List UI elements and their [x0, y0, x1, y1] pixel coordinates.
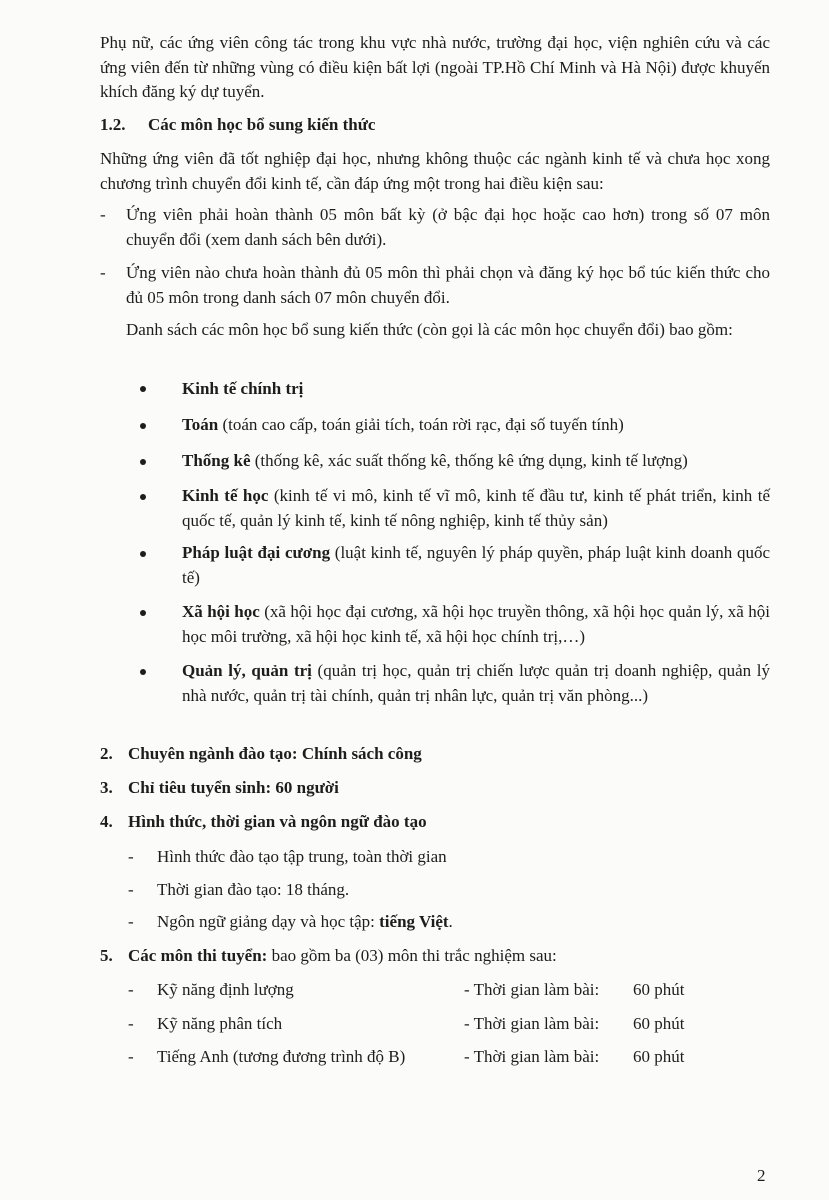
section-title: Các môn học bổ sung kiến thức — [148, 115, 376, 134]
training-format-item: Hình thức đào tạo tập trung, toàn thời gian — [157, 847, 447, 866]
subject-item — [182, 600, 770, 649]
subject-item — [182, 449, 770, 474]
section-2-heading — [100, 742, 422, 766]
bullet-dot — [140, 551, 146, 557]
language-label: Ngôn ngữ giảng dạy và học tập: — [157, 912, 380, 931]
subject-detail: (quản trị học, quản trị chiến lược quản trị doanh nghiệp, quản lý nhà nước, quản trị tài chính, quản trị nhân lực, quản trị văn phòng...) — [182, 661, 770, 705]
exam-time-label: - Thời gian làm bài: — [464, 980, 600, 999]
subject-detail: (luật kinh tế, nguyên lý pháp quyền, pháp luật kinh doanh quốc tế) — [182, 543, 770, 587]
bullet-dot — [140, 386, 146, 392]
bullet-dot — [140, 494, 146, 500]
section-title: Các môn thi tuyển: — [128, 946, 268, 965]
section-1-2-heading — [100, 113, 375, 137]
training-language-item — [157, 910, 453, 934]
subject-name: Pháp luật đại cương — [182, 543, 331, 562]
exam-subject: Tiếng Anh (tương đương trình độ B) — [157, 1047, 406, 1066]
subject-name: Kinh tế chính trị — [182, 379, 304, 398]
section-title: Hình thức, thời gian và ngôn ngữ đào tạo — [128, 812, 427, 831]
exam-time-value: 60 phút — [633, 1047, 685, 1066]
bullet-dot — [140, 423, 146, 429]
subject-name: Xã hội học — [182, 602, 260, 621]
section-number: 2. — [100, 744, 113, 763]
bullet-dot — [140, 610, 146, 616]
section-number: 3. — [100, 778, 113, 797]
exam-time-value: 60 phút — [633, 980, 685, 999]
language-period: . — [448, 912, 453, 931]
subject-item — [182, 377, 770, 402]
subject-detail: (thống kê, xác suất thống kê, thống kê ứng dụng, kinh tế lượng) — [250, 451, 688, 470]
dash-bullet: - — [128, 847, 134, 866]
condition-item: Ứng viên nào chưa hoàn thành đủ 05 môn thì phải chọn và đăng ký học bổ túc kiến thức cho đủ 05 môn trong danh sách 07 môn chuyển đổi. — [126, 263, 770, 307]
bullet-dot — [140, 459, 146, 465]
subject-detail: (kinh tế vi mô, kinh tế vĩ mô, kinh tế đầu tư, kinh tế phát triển, kinh tế quốc tế, quản lý kinh tế, kinh tế nông nghiệp, kinh tế thủy sản) — [182, 486, 771, 530]
subject-item — [182, 541, 770, 590]
dash-bullet: - — [128, 1014, 134, 1033]
dash-bullet: - — [128, 980, 134, 999]
condition-item: Ứng viên phải hoàn thành 05 môn bất kỳ (ở bậc đại học hoặc cao hơn) trong số 07 môn chuyển đổi (xem danh sách bên dưới). — [126, 205, 770, 249]
intro-paragraph: Phụ nữ, các ứng viên công tác trong khu vực nhà nước, trường đại học, viện nghiên cứu và các ứng viên đến từ những vùng có điều kiện bất lợi (ngoài TP.Hồ Chí Minh và Hà Nội) được khuyến khích đăng ký dự tuyển. — [100, 33, 770, 101]
section-4-heading — [100, 810, 427, 834]
section-3-heading — [100, 776, 339, 800]
dash-bullet: - — [100, 263, 106, 282]
exam-subject: Kỹ năng phân tích — [157, 1014, 283, 1033]
section-title: Chỉ tiêu tuyển sinh: 60 người — [128, 778, 339, 797]
section-title-rest: bao gồm ba (03) môn thi trắc nghiệm sau: — [267, 946, 557, 965]
section-number: 4. — [100, 812, 113, 831]
section-1-2-paragraph: Những ứng viên đã tốt nghiệp đại học, nhưng không thuộc các ngành kinh tế và chưa học xong chương trình chuyển đổi kinh tế, cần đáp ứng một trong hai điều kiện sau: — [100, 149, 770, 193]
exam-time-label: - Thời gian làm bài: — [464, 1047, 600, 1066]
subject-item — [182, 484, 770, 533]
subject-name: Toán — [182, 415, 219, 434]
dash-bullet: - — [100, 205, 106, 224]
subject-detail: (xã hội học đại cương, xã hội học truyền thông, xã hội học quản lý, xã hội học môi trường, xã hội học kinh tế, xã hội học chính trị,…) — [182, 602, 770, 646]
section-number: 5. — [100, 946, 113, 965]
training-duration-item: Thời gian đào tạo: 18 tháng. — [157, 880, 350, 899]
subject-list-intro: Danh sách các môn học bổ sung kiến thức (còn gọi là các môn học chuyển đổi) bao gồm: — [126, 320, 733, 339]
subject-item — [182, 413, 770, 438]
dash-bullet: - — [128, 1047, 134, 1066]
section-title: Chuyên ngành đào tạo: Chính sách công — [128, 744, 422, 763]
subject-name: Kinh tế học — [182, 486, 269, 505]
page-number: 2 — [757, 1166, 766, 1185]
dash-bullet: - — [128, 880, 134, 899]
section-number: 1.2. — [100, 115, 126, 134]
exam-time-value: 60 phút — [633, 1014, 685, 1033]
bullet-dot — [140, 669, 146, 675]
subject-detail: (toán cao cấp, toán giải tích, toán rời rạc, đại số tuyến tính) — [218, 415, 624, 434]
exam-subject: Kỹ năng định lượng — [157, 980, 294, 999]
dash-bullet: - — [128, 912, 134, 931]
language-value: tiếng Việt — [379, 912, 449, 931]
subject-item — [182, 659, 770, 708]
exam-time-label: - Thời gian làm bài: — [464, 1014, 600, 1033]
section-5-heading — [100, 944, 557, 968]
subject-name: Thống kê — [182, 451, 251, 470]
subject-name: Quản lý, quản trị — [182, 661, 312, 680]
